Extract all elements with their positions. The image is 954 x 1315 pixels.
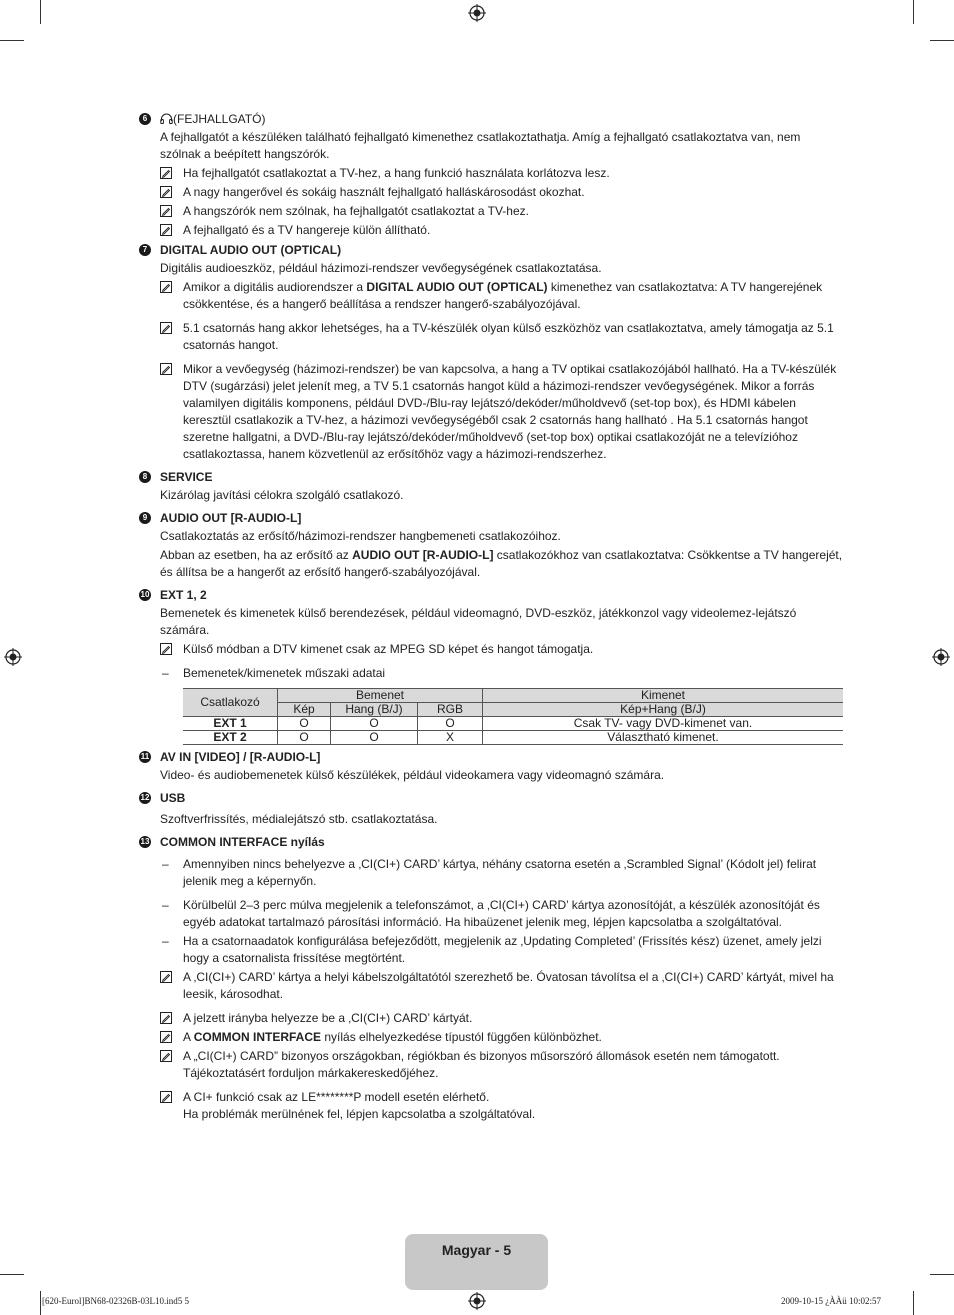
- note-icon: [160, 281, 172, 293]
- print-timestamp: 2009-10-15 ¿ÀÀü 10:02:57: [781, 1296, 881, 1306]
- section-description: Video- és audiobemenetek külső készülékek, például videokamera vagy videomagnó számára.: [160, 768, 665, 782]
- note-text: kimenethez van csatlakoztatva: A TV hangerejének csökkentése, és a hangerő beállítása a rendszer hangerő-szabályozójával.: [183, 280, 823, 311]
- section-title: SERVICE: [160, 470, 213, 484]
- table-header-rgb: RGB: [418, 703, 483, 717]
- section-title: (FEJHALLGATÓ): [173, 112, 266, 126]
- registration-mark-icon: [468, 1292, 486, 1310]
- table-cell: O: [331, 731, 418, 745]
- note-text: A fejhallgató és a TV hangereje külön állítható.: [183, 223, 431, 237]
- note-text: A CI+ funkció csak az LE********P modell esetén elérhető.: [183, 1090, 490, 1104]
- para-text-bold: AUDIO OUT [R-AUDIO-L]: [352, 548, 494, 562]
- section-heading: [137, 586, 843, 604]
- note-icon: [160, 322, 172, 334]
- section-number: 8: [139, 471, 151, 483]
- para-text: csatlakozókhoz van csatlakoztatva: Csökkentse a TV hangerejét, és állítsa be a hangerőt az erősítő hangerő-szabályozójával.: [160, 548, 843, 579]
- note-item: [137, 361, 843, 463]
- note-text: A: [183, 1030, 194, 1044]
- section-heading: [137, 748, 843, 766]
- note-icon: [160, 971, 172, 983]
- content: [137, 110, 843, 1125]
- dash-item: [137, 665, 843, 682]
- note-item: [137, 184, 843, 201]
- section-number: 13: [140, 837, 150, 846]
- note-text: A ‚CI(CI+) CARD’ kártya a helyi kábelszolgáltatótól szerezhető be. Óvatosan távolítsa el a ‚CI(CI+) CARD’ kártyát, mivel ha leesik, károsodhat.: [183, 970, 834, 1001]
- section-number: 7: [139, 244, 151, 256]
- note-item: [137, 969, 843, 1003]
- section-ext: [137, 586, 843, 745]
- table-cell: X: [418, 731, 483, 745]
- crop-mark: [0, 1274, 24, 1275]
- table-cell: Csak TV- vagy DVD-kimenet van.: [483, 717, 844, 731]
- crop-mark: [930, 1274, 954, 1275]
- crop-mark: [40, 1291, 41, 1315]
- note-icon: [160, 205, 172, 217]
- crop-mark: [913, 1291, 914, 1315]
- note-item: [137, 1029, 843, 1046]
- table-cell: O: [278, 731, 331, 745]
- note-item: [137, 1089, 843, 1123]
- section-heading: [137, 833, 843, 851]
- table-header-audio: Hang (B/J): [331, 703, 418, 717]
- note-text: Mikor a vevőegység (házimozi-rendszer) be van kapcsolva, a hang a TV optikai csatlakozójából hallható. Ha a TV-készülék DTV (sugárzási) jelet jelenít meg, a TV 5.1 csatornás hangot küld a házimozi-rendszer vevőegységének. Mikor a forrás valamilyen digitális komponens, például DVD-/Blu-ray lejátszó/dekóder/műholdvevő (set-top box), és HDMI kábelen keresztül csatlakozik a TV-hez, a házimozi vevőegységéből csak 2 csatornás hang hallható . Ha 5.1 csatornás hangot szeretne hallgatni, a DVD-/Blu-ray lejátszó/dekóder/műholdvevő (set-top box) optikai csatlakozóját ne a televízióhoz csatlakoztassa, hanem közvetlenül az erősítőhöz vagy a házimozi-rendszerhez.: [183, 362, 837, 461]
- note-icon: [160, 363, 172, 375]
- crop-mark: [913, 0, 914, 24]
- dash-bullet: –: [162, 898, 169, 912]
- dash-item: [137, 897, 843, 931]
- dash-text: Körülbelül 2–3 perc múlva megjelenik a telefonszámot, a ‚CI(CI+) CARD’ kártya azonosítóját, a készülék azonosítóját és egyéb adatokat tartalmazó párosítási információ. Ha hibaüzenet jelenik meg, lépjen kapcsolatba a szolgáltatóval.: [183, 898, 820, 929]
- print-file-info: [620-Eurol]BN68-02326B-03L10.ind5 5: [42, 1296, 189, 1306]
- table-header-connector: Csatlakozó: [183, 689, 278, 717]
- section-title: COMMON INTERFACE: [160, 835, 288, 849]
- note-text: nyílás elhelyezkedése típustól függően különbözhet.: [321, 1030, 602, 1044]
- section-heading: [137, 468, 843, 486]
- note-text: Külső módban a DTV kimenet csak az MPEG SD képet és hangot támogatja.: [183, 642, 594, 656]
- note-icon: [160, 1091, 172, 1103]
- section-heading: [137, 110, 843, 128]
- note-item: [137, 1048, 843, 1082]
- note-text: Ha fejhallgatót csatlakoztat a TV-hez, a hang funkció használata korlátozva lesz.: [183, 166, 610, 180]
- table-header-input: Bemenet: [278, 689, 483, 703]
- section-number: 10: [140, 590, 150, 599]
- note-text: A jelzett irányba helyezze be a ‚CI(CI+) CARD’ kártyát.: [183, 1011, 473, 1025]
- section-digital-audio-out: [137, 241, 843, 468]
- section-title: AV IN [VIDEO] / [R-AUDIO-L]: [160, 750, 321, 764]
- section-description: [137, 547, 843, 581]
- section-description: Bemenetek és kimenetek külső berendezések, például videomagnó, DVD-eszköz, játékkonzol vagy videolemez-lejátszó számára.: [160, 606, 797, 637]
- note-item: [137, 222, 843, 239]
- note-item: [137, 279, 843, 313]
- table-cell: Választható kimenet.: [483, 731, 844, 745]
- dash-item: [137, 856, 843, 890]
- section-description: Digitális audioeszköz, például házimozi-rendszer vevőegységének csatlakoztatása.: [160, 261, 602, 275]
- crop-mark: [0, 40, 24, 41]
- table-cell: EXT 2: [183, 731, 278, 745]
- section-title-suffix: nyílás: [287, 835, 325, 849]
- table-cell: EXT 1: [183, 717, 278, 731]
- section-audio-out: [137, 509, 843, 586]
- table-row: [183, 731, 843, 745]
- crop-mark: [930, 40, 954, 41]
- section-common-interface: [137, 833, 843, 1123]
- section-number: 9: [139, 512, 151, 524]
- section-heading: [137, 509, 843, 527]
- section-heading: [137, 241, 843, 259]
- section-title: AUDIO OUT [R-AUDIO-L]: [160, 511, 302, 525]
- note-text: Amikor a digitális audiorendszer a: [183, 280, 367, 294]
- note-icon: [160, 167, 172, 179]
- registration-mark-icon: [932, 648, 950, 666]
- note-text: A nagy hangerővel és sokáig használt fejhallgató halláskárosodást okozhat.: [183, 185, 585, 199]
- section-number: 11: [140, 752, 150, 761]
- table-cell: O: [418, 717, 483, 731]
- note-item: [137, 165, 843, 182]
- note-text: 5.1 csatornás hang akkor lehetséges, ha a TV-készülék olyan külső eszközhöz van csatlakoztatva, amely támogatja az 5.1 csatornás hangot.: [183, 321, 834, 352]
- note-item: [137, 641, 843, 658]
- registration-mark-icon: [468, 4, 486, 22]
- note-item: [137, 1010, 843, 1027]
- note-icon: [160, 1031, 172, 1043]
- section-service: [137, 468, 843, 509]
- note-text: A „CI(CI+) CARD” bizonyos országokban, régiókban és bizonyos műsorszóró állomások esetén nem támogatott. Tájékoztatásért forduljon márkakereskedőjéhez.: [183, 1049, 780, 1080]
- note-icon: [160, 1012, 172, 1024]
- section-number: 6: [139, 113, 151, 125]
- section-title: DIGITAL AUDIO OUT (OPTICAL): [160, 243, 342, 257]
- headphone-icon: [160, 113, 173, 124]
- note-icon: [160, 643, 172, 655]
- table-header-video-audio: Kép+Hang (B/J): [483, 703, 844, 717]
- section-usb: [137, 789, 843, 833]
- note-item: [137, 203, 843, 220]
- section-description: Csatlakoztatás az erősítő/házimozi-rendszer hangbemeneti csatlakozóihoz.: [160, 529, 561, 543]
- note-text-bold: COMMON INTERFACE: [193, 1030, 322, 1044]
- section-av-in: [137, 748, 843, 789]
- section-description: Kizárólag javítási célokra szolgáló csatlakozó.: [160, 488, 404, 502]
- table-header-video: Kép: [278, 703, 331, 717]
- section-number: 12: [140, 793, 150, 802]
- section-title: USB: [160, 791, 186, 805]
- dash-bullet: –: [162, 666, 169, 680]
- note-icon: [160, 1050, 172, 1062]
- dash-text: Amennyiben nincs behelyezve a ‚CI(CI+) CARD’ kártya, néhány csatorna esetén a ‚Scrambled Signal’ (Kódolt jel) felirat jelenik meg a képernyőn.: [183, 857, 817, 888]
- table-header-output: Kimenet: [483, 689, 844, 703]
- dash-bullet: –: [162, 934, 169, 948]
- section-description: Szoftverfrissítés, médialejátszó stb. csatlakoztatása.: [160, 812, 438, 826]
- spec-table: [183, 688, 843, 745]
- dash-bullet: –: [162, 857, 169, 871]
- note-text-bold: DIGITAL AUDIO OUT (OPTICAL): [366, 280, 548, 294]
- note-text: Ha problémák merülnének fel, lépjen kapcsolatba a szolgáltatóval.: [183, 1107, 536, 1121]
- table-cell: O: [331, 717, 418, 731]
- table-row: [183, 717, 843, 731]
- dash-text: Ha a csatornaadatok konfigurálása befejeződött, megjelenik az ‚Updating Completed’ (Frissítés kész) üzenet, amely jelzi hogy a csatornalista frissítése megtörtént.: [183, 934, 822, 965]
- section-heading: [137, 789, 843, 807]
- registration-mark-icon: [4, 648, 22, 666]
- page-number-tab: [405, 1234, 548, 1290]
- page-number-label: Magyar - 5: [441, 1242, 512, 1258]
- para-text: Abban az esetben, ha az erősítő az: [160, 548, 353, 562]
- dash-item: [137, 933, 843, 967]
- section-description: A fejhallgatót a készüléken található fejhallgató kimenethez csatlakoztathatja. Amíg a fejhallgató csatlakoztatva van, nem szólnak a beépített hangszórók.: [160, 130, 801, 161]
- section-headphone: [137, 110, 843, 239]
- dash-text: Bemenetek/kimenetek műszaki adatai: [183, 666, 386, 680]
- section-title: EXT 1, 2: [160, 588, 207, 602]
- note-text: A hangszórók nem szólnak, ha fejhallgatót csatlakoztat a TV-hez.: [183, 204, 529, 218]
- table-cell: O: [278, 717, 331, 731]
- crop-mark: [40, 0, 41, 24]
- note-icon: [160, 186, 172, 198]
- note-item: [137, 320, 843, 354]
- note-icon: [160, 224, 172, 236]
